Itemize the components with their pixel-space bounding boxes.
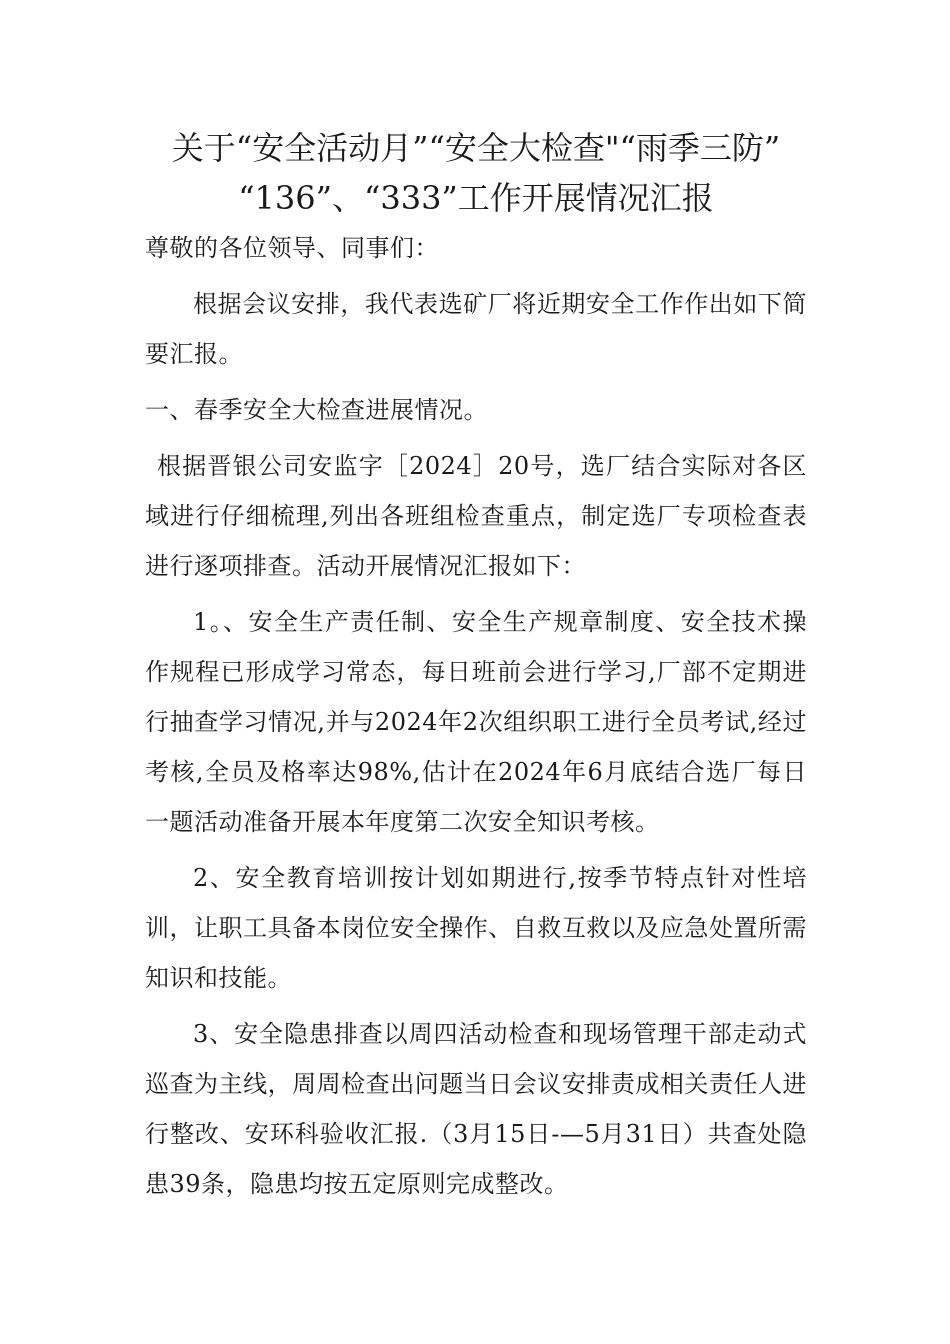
document-page bbox=[145, 125, 807, 1209]
item-3: 3、安全隐患排查以周四活动检查和现场管理干部走动式巡查为主线，周周检查出问题当日会议安排责成相关责任人进行整改、安环科验收汇报.（3月15日-—5月31日）共查处隐患39条，隐患均按五定原则完成整改。 bbox=[145, 1020, 807, 1198]
section1-intro: 根据晋银公司安监字［2024］20号，选厂结合实际对各区域进行仔细梳理,列出各班组检查重点，制定选厂专项检查表进行逐项排查。活动开展情况汇报如下： bbox=[145, 452, 807, 580]
section1-heading: 一、春季安全大检查进展情况。 bbox=[145, 396, 488, 424]
greeting: 尊敬的各位领导、同事们： bbox=[145, 234, 439, 262]
item-2: 2、安全教育培训按计划如期进行,按季节特点针对性培训，让职工具备本岗位安全操作、自救互救以及应急处置所需知识和技能。 bbox=[145, 864, 807, 992]
item-1: 1。、安全生产责任制、安全生产规章制度、安全技术操作规程已形成学习常态，每日班前会进行学习,厂部不定期进行抽查学习情况,并与2024年2次组织职工进行全员考试,经过考核,全员及格率达98%,估计在2024年6月底结合选厂每日一题活动准备开展本年度第二次安全知识考核。 bbox=[145, 608, 807, 836]
document-title-line1: 关于“安全活动月”“安全大检查"“雨季三防” bbox=[171, 129, 781, 167]
intro-paragraph: 根据会议安排，我代表选矿厂将近期安全工作作出如下简要汇报。 bbox=[145, 290, 807, 368]
document-title-line2: “136”、“333”工作开展情况汇报 bbox=[238, 179, 714, 217]
